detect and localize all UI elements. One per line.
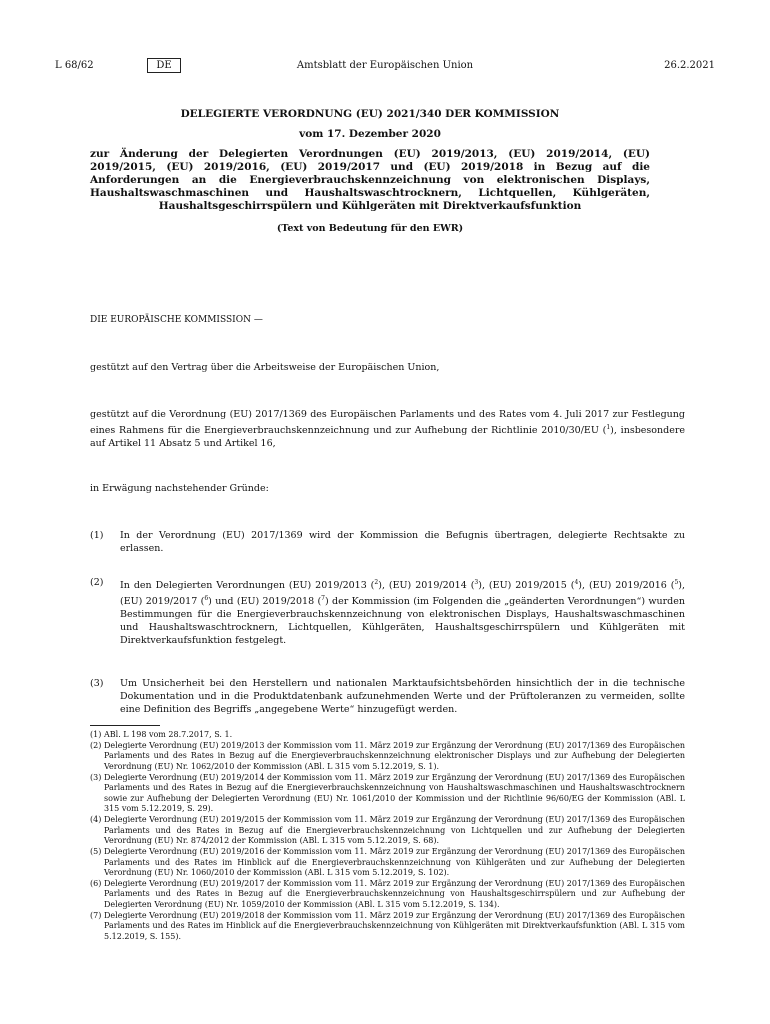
recital-2 [90, 576, 685, 647]
recital-text: In den Delegierten Verordnungen (EU) 2019/2013 ($^2$), (EU) 2019/2014 ($^3$), (EU) 2019/2015 ($^4$), (EU) 2019/2016 ($^5$), (EU) 2019/2017 ($^6$) und (EU) 2019/2018 ($^7$) der Kommission (im Folgenden die „geänderten Verordnungen“) wurden Bestimmungen für die Energieverbrauchskennzeichnung von elektronischen Displays, Haushaltswaschmaschinen und Haushaltswaschtrocknern, Lichtquellen, Kühlgeräten, Haushaltsgeschirrspülern und Kühlgeräten mit Direktverkaufsfunktion festgelegt. [120, 579, 686, 647]
citation-treaty: gestützt auf den Vertrag über die Arbeitsweise der Europäischen Union, [90, 362, 440, 373]
title-date: vom 17. Dezember 2020 [299, 128, 441, 140]
recital-3 [90, 677, 685, 716]
recital-number: (2) [90, 577, 104, 588]
footnote-divider [90, 725, 160, 726]
footnote: (7) Delegierte Verordnung (EU) 2019/2018 der Kommission vom 11. März 2019 zur Ergänzung der Verordnung (EU) 2017/1369 des Europäischen Parlaments und des Rates im Hinblick auf die Energieverbrauchskennzeichnung von Kühlgeräten mit Direktverkaufsfunktion (ABl. L 315 vom 5.12.2019, S. 155). [90, 910, 685, 941]
footnote: (6) Delegierte Verordnung (EU) 2019/2017 der Kommission vom 11. März 2019 zur Ergänzung der Verordnung (EU) 2017/1369 des Europäischen Parlaments und des Rates in Bezug auf die Energieverbrauchskennzeichnung von Haushaltsgeschirrspülern und zur Aufhebung der Delegierten Verordnung (EU) Nr. 1059/2010 der Kommission (ABl. L 315 vom 5.12.2019, S. 134). [90, 878, 685, 909]
publication-date: 26.2.2021 [664, 60, 715, 71]
title-line: DELEGIERTE VERORDNUNG (EU) 2021/340 DER KOMMISSION [180, 108, 560, 120]
eea-relevance: (Text von Bedeutung für den EWR) [276, 223, 464, 234]
footnote-ref: 5 [674, 579, 679, 586]
footnote-ref: 1 [606, 424, 611, 431]
title-subject: zur Änderung der Delegierten Verordnungen (EU) 2019/2013, (EU) 2019/2014, (EU) 2019/2015, (EU) 2019/2016, (EU) 2019/2017 und (EU) 2019/2018 in Bezug auf die Anforderungen an die Energieverbrauchskennzeichnung von elektronischen Displays, Haushaltswaschmaschinen und Haushaltswaschtrocknern, Lichtquellen, Kühlgeräten, Haushaltsgeschirrspülern und Kühlgeräten mit Direktverkaufsfunktion [90, 148, 650, 212]
journal-title: Amtsblatt der Europäischen Union [296, 60, 474, 71]
citation-regulation: gestützt auf die Verordnung (EU) 2017/1369 des Europäischen Parlaments und des Rates vom 4. Juli 2017 zur Festlegung eines Rahmens für die Energieverbrauchskennzeichnung und zur Aufhebung der Richtlinie 2010/30/EU ($^1$), insbesondere auf Artikel 11 Absatz 5 und Artikel 16, [90, 409, 685, 450]
footnote-ref: 6 [204, 595, 209, 603]
footnotes [90, 730, 685, 943]
language-badge: DE [147, 58, 181, 73]
recital-number: (3) [90, 678, 104, 689]
footnote-ref: 7 [321, 595, 325, 603]
recital-1 [90, 529, 685, 555]
page-header [55, 60, 715, 76]
commission-heading: DIE EUROPÄISCHE KOMMISSION — [90, 315, 263, 325]
footnote: (3) Delegierte Verordnung (EU) 2019/2014 der Kommission vom 11. März 2019 zur Ergänzung der Verordnung (EU) 2017/1369 des Europäischen Parlaments und des Rates in Bezug auf die Energieverbrauchskennzeichnung von Haushaltswaschmaschinen und Haushaltswaschtrocknern sowie zur Aufhebung der Delegierten Verordnung (EU) Nr. 1061/2010 der Kommission und der Richtlinie 96/60/EG der Kommission (ABl. L 315 vom 5.12.2019, S. 29). [90, 772, 685, 814]
recital-text: Um Unsicherheit bei den Herstellern und nationalen Marktaufsichtsbehörden hinsichtlich der in die technische Dokumentation und in die Produktdatenbank aufzunehmenden Werte und der Prüftoleranzen zu vermeiden, sollte eine Definition des Begriffs „angegebene Werte“ hinzugefügt werden. [120, 678, 685, 715]
recital-text: In der Verordnung (EU) 2017/1369 wird der Kommission die Befugnis übertragen, delegierte Rechtsakte zu erlassen. [120, 530, 685, 554]
regulation-title [90, 108, 650, 235]
footnote: (2) Delegierte Verordnung (EU) 2019/2013 der Kommission vom 11. März 2019 zur Ergänzung der Verordnung (EU) 2017/1369 des Europäischen Parlaments und des Rates in Bezug auf die Energieverbrauchskennzeichnung elektronischer Displays und zur Aufhebung der Delegierten Verordnung (EU) Nr. 1062/2010 der Kommission (ABl. L 315 vom 5.12.2019, S. 1). [90, 740, 685, 771]
footnote: (5) Delegierte Verordnung (EU) 2019/2016 der Kommission vom 11. März 2019 zur Ergänzung der Verordnung (EU) 2017/1369 des Europäischen Parlaments und des Rates im Hinblick auf die Energieverbrauchskennzeichnung von Kühlgeräten und zur Aufhebung der Delegierten Verordnung (EU) Nr. 1060/2010 der Kommission (ABl. L 315 vom 5.12.2019, S. 102). [90, 847, 685, 878]
whereas-heading: in Erwägung nachstehender Gründe: [90, 483, 269, 494]
footnote-ref: 3 [474, 579, 479, 586]
footnote-ref: 2 [374, 579, 379, 586]
recital-number: (1) [90, 530, 104, 541]
footnote: (1) ABl. L 198 vom 28.7.2017, S. 1. [90, 730, 233, 739]
page-reference: L 68/62 [55, 60, 94, 71]
footnote: (4) Delegierte Verordnung (EU) 2019/2015 der Kommission vom 11. März 2019 zur Ergänzung der Verordnung (EU) 2017/1369 des Europäischen Parlaments und des Rates in Bezug auf die Energieverbrauchskennzeichnung von Lichtquellen und zur Aufhebung der Delegierten Verordnung (EU) Nr. 874/2012 der Kommission (ABl. L 315 vom 5.12.2019, S. 68). [90, 815, 685, 846]
footnote-ref: 4 [574, 579, 579, 586]
